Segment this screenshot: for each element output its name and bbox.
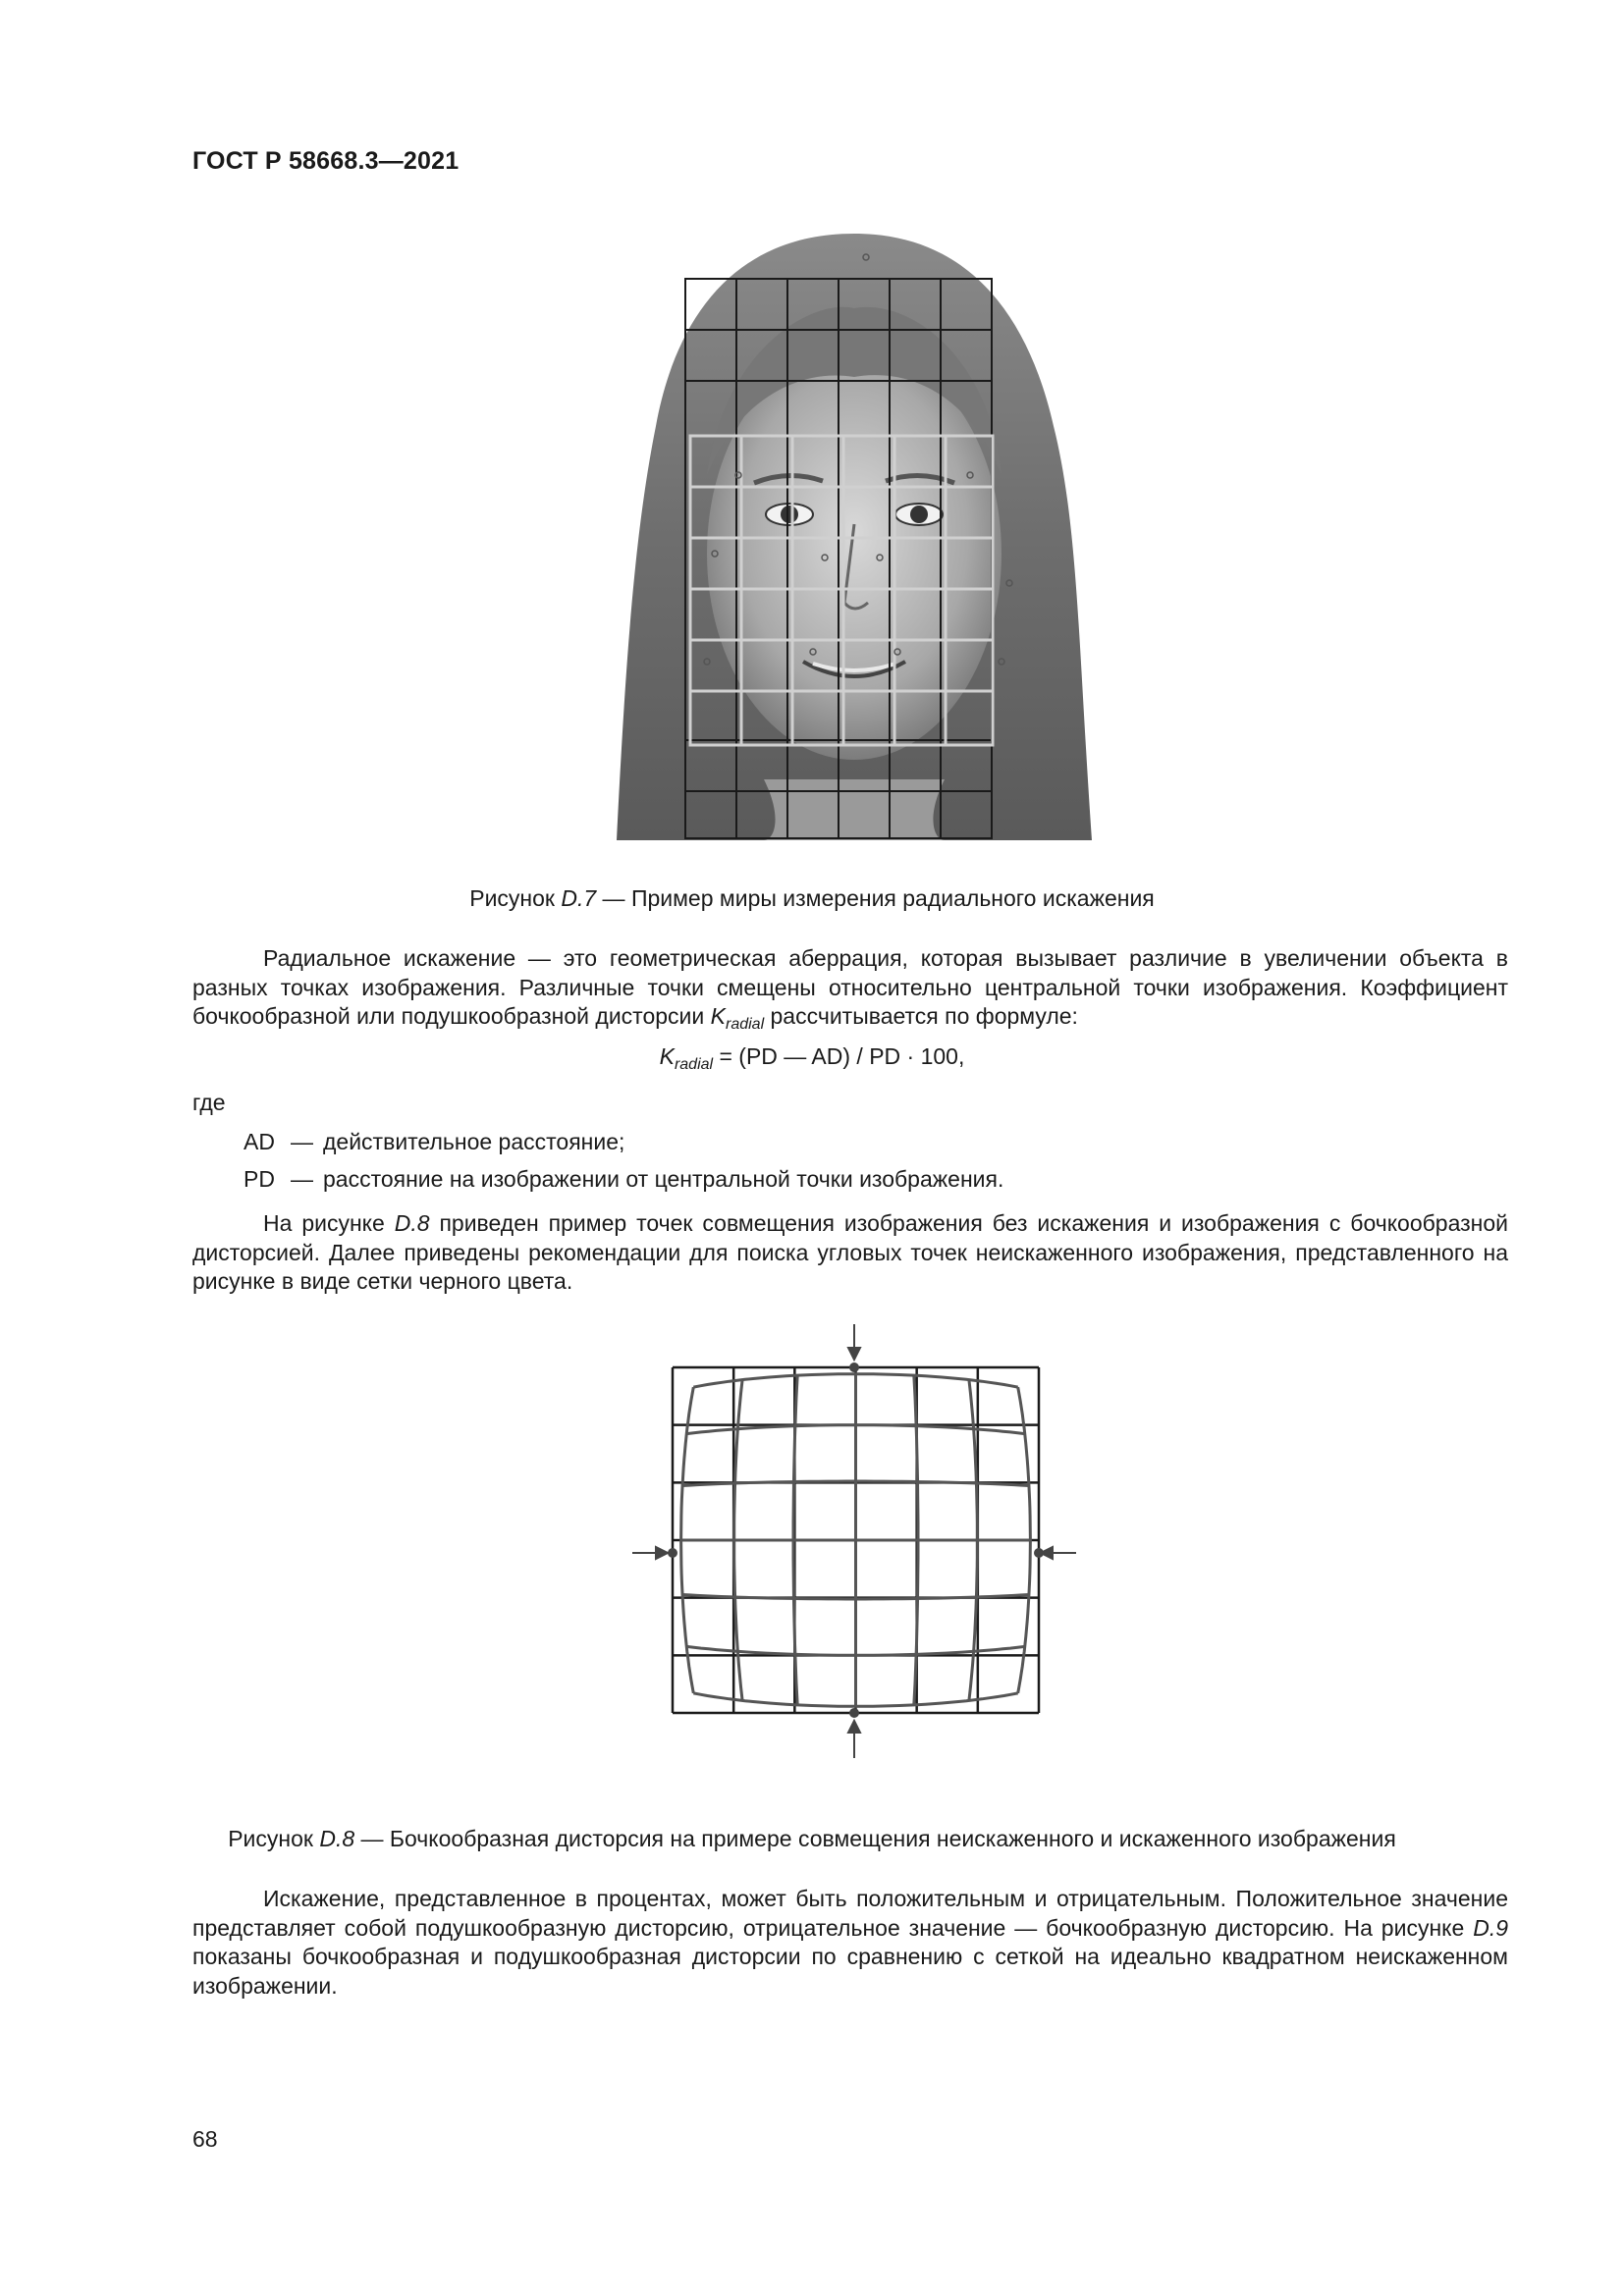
figure-d7-face-photo xyxy=(617,230,1092,840)
formula-rhs: = (PD — AD) / PD · 100, xyxy=(713,1043,965,1069)
definition-pd xyxy=(244,1166,1003,1193)
document-header: ГОСТ Р 58668.3—2021 xyxy=(192,147,460,175)
caption-prefix: Рисунок xyxy=(228,1826,320,1851)
definition-desc: действительное расстояние; xyxy=(323,1129,625,1154)
formula-k-subscript: radial xyxy=(674,1056,714,1073)
para1-text-after: рассчитывается по формуле: xyxy=(764,1003,1078,1029)
definition-term: AD xyxy=(244,1129,275,1154)
para2-text: На рисунке xyxy=(263,1210,395,1236)
caption-text: — Бочкообразная дисторсия на примере совмещения неискаженного и искаженного изображения xyxy=(354,1826,1396,1851)
formula-k-symbol: K xyxy=(659,1043,675,1069)
definition-term: PD xyxy=(244,1166,275,1192)
caption-prefix: Рисунок xyxy=(469,885,562,911)
definition-dash: — xyxy=(291,1129,313,1154)
k-symbol: K xyxy=(710,1003,726,1029)
caption-text: — Пример миры измерения радиального искажения xyxy=(596,885,1155,911)
figure-reference: D.8 xyxy=(394,1210,430,1236)
definition-dash: — xyxy=(291,1166,313,1192)
para2-text-after: приведен пример точек совмещения изображения без искажения и изображения с бочкообразной дисторсией. Далее приведены рекомендации для поиска угловых точек неискаженного изображения, представленного на рисунке в виде сетки черного цвета. xyxy=(192,1210,1508,1294)
caption-number: D.8 xyxy=(319,1826,355,1851)
k-subscript: radial xyxy=(725,1016,765,1033)
definition-ad xyxy=(244,1129,624,1155)
where-label: где xyxy=(192,1090,226,1115)
definition-desc: расстояние на изображении от центральной точки изображения. xyxy=(323,1166,1004,1192)
paragraph-figure-d8-intro xyxy=(192,1209,1508,1297)
figure-reference: D.9 xyxy=(1473,1914,1508,1941)
page-number: 68 xyxy=(192,2126,218,2152)
para3-text-after: показаны бочкообразная и подушкообразная дисторсии по сравнению с сеткой на идеально квадратном неискаженном изображении. xyxy=(192,1944,1508,1999)
figure-d8-caption xyxy=(0,1824,1624,1853)
paragraph-distortion-sign xyxy=(192,1885,1508,2001)
para1-text: Радиальное искажение — это геометрическая аберрация, которая вызывает различие в увеличении объекта в разных точках изображения. Различные точки смещены относительно центральной точки изображения. Коэффициент бочкообразной или подушкообразной дисторсии xyxy=(192,945,1508,1029)
caption-number: D.7 xyxy=(561,885,597,911)
para3-text: Искажение, представленное в процентах, может быть положительным и отрицательным. Положительное значение представляет собой подушкообразную дисторсию, отрицательное значение — бочкообразную дисторсию. На рисунке xyxy=(192,1886,1508,1941)
figure-d7-caption xyxy=(0,883,1624,913)
formula-k-radial xyxy=(0,1043,1624,1074)
paragraph-radial-distortion xyxy=(192,944,1508,1040)
figure-d8-barrel-distortion xyxy=(628,1320,1080,1762)
